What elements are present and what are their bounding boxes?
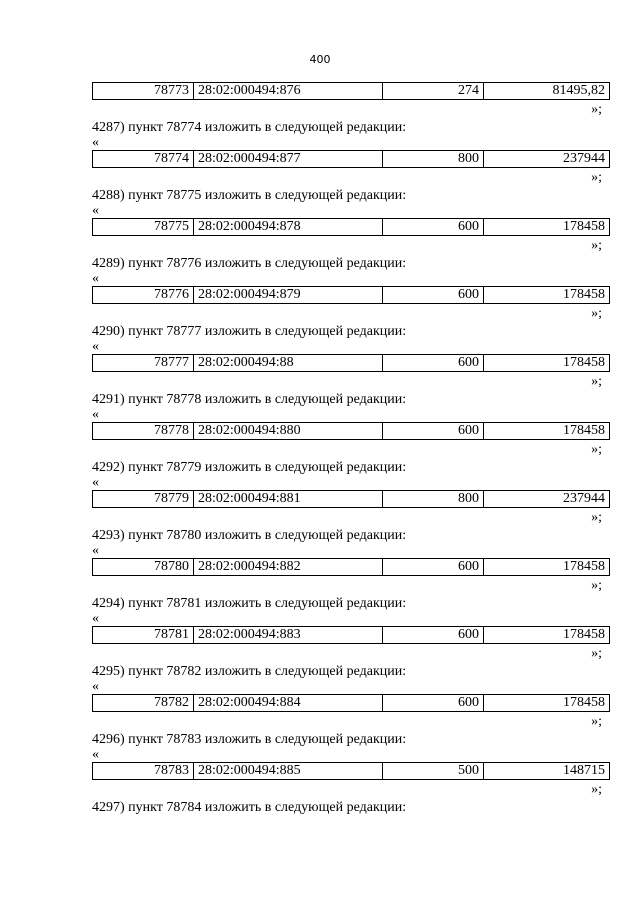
parcel-table (92, 422, 610, 440)
opening-quote: « (92, 543, 99, 558)
value-cell: 178458 (484, 423, 610, 440)
table-row (93, 627, 610, 644)
cadastral-number-cell: 28:02:000494:885 (194, 763, 383, 780)
parcel-table (92, 558, 610, 576)
item-number-cell: 78773 (93, 83, 194, 100)
closing-quote: »; (591, 646, 602, 661)
cadastral-number-cell: 28:02:000494:88 (194, 355, 383, 372)
area-cell: 600 (383, 355, 484, 372)
cadastral-number-cell: 28:02:000494:884 (194, 695, 383, 712)
cadastral-number-cell: 28:02:000494:878 (194, 219, 383, 236)
cadastral-number-cell: 28:02:000494:876 (194, 83, 383, 100)
closing-quote: »; (591, 102, 602, 117)
amendment-instruction: 4288) пункт 78775 изложить в следующей редакции: (92, 188, 407, 203)
parcel-table (92, 354, 610, 372)
table-row (93, 287, 610, 304)
amendment-instruction: 4295) пункт 78782 изложить в следующей редакции: (92, 664, 407, 679)
value-cell: 148715 (484, 763, 610, 780)
amendment-instruction: 4290) пункт 78777 изложить в следующей редакции: (92, 324, 407, 339)
item-number-cell: 78783 (93, 763, 194, 780)
amendment-instruction: 4294) пункт 78781 изложить в следующей редакции: (92, 596, 407, 611)
value-cell: 178458 (484, 355, 610, 372)
value-cell: 178458 (484, 627, 610, 644)
parcel-table (92, 626, 610, 644)
closing-quote: »; (591, 442, 602, 457)
item-number-cell: 78775 (93, 219, 194, 236)
parcel-table (92, 490, 610, 508)
opening-quote: « (92, 271, 99, 286)
table-row (93, 83, 610, 100)
opening-quote: « (92, 475, 99, 490)
closing-quote: »; (591, 578, 602, 593)
item-number-cell: 78777 (93, 355, 194, 372)
amendment-instruction: 4289) пункт 78776 изложить в следующей редакции: (92, 256, 407, 271)
table-row (93, 219, 610, 236)
cadastral-number-cell: 28:02:000494:877 (194, 151, 383, 168)
table-row (93, 695, 610, 712)
closing-quote: »; (591, 374, 602, 389)
value-cell: 237944 (484, 491, 610, 508)
cadastral-number-cell: 28:02:000494:879 (194, 287, 383, 304)
parcel-table (92, 694, 610, 712)
area-cell: 600 (383, 695, 484, 712)
closing-quote: »; (591, 170, 602, 185)
value-cell: 178458 (484, 695, 610, 712)
opening-quote: « (92, 747, 99, 762)
cadastral-number-cell: 28:02:000494:881 (194, 491, 383, 508)
parcel-table (92, 150, 610, 168)
parcel-table (92, 218, 610, 236)
value-cell: 178458 (484, 287, 610, 304)
value-cell: 178458 (484, 219, 610, 236)
table-row (93, 491, 610, 508)
amendment-instruction: 4293) пункт 78780 изложить в следующей редакции: (92, 528, 407, 543)
area-cell: 800 (383, 151, 484, 168)
closing-quote: »; (591, 510, 602, 525)
item-number-cell: 78781 (93, 627, 194, 644)
page-number: 400 (309, 53, 331, 66)
item-number-cell: 78774 (93, 151, 194, 168)
item-number-cell: 78779 (93, 491, 194, 508)
table-row (93, 559, 610, 576)
amendment-instruction: 4287) пункт 78774 изложить в следующей редакции: (92, 120, 407, 135)
table-row (93, 151, 610, 168)
table-row (93, 423, 610, 440)
closing-quote: »; (591, 238, 602, 253)
opening-quote: « (92, 339, 99, 354)
table-row (93, 763, 610, 780)
item-number-cell: 78776 (93, 287, 194, 304)
area-cell: 600 (383, 219, 484, 236)
area-cell: 800 (383, 491, 484, 508)
cadastral-number-cell: 28:02:000494:882 (194, 559, 383, 576)
parcel-table (92, 82, 610, 100)
parcel-table (92, 762, 610, 780)
area-cell: 600 (383, 559, 484, 576)
opening-quote: « (92, 135, 99, 150)
value-cell: 237944 (484, 151, 610, 168)
value-cell: 178458 (484, 559, 610, 576)
opening-quote: « (92, 407, 99, 422)
closing-quote: »; (591, 714, 602, 729)
cadastral-number-cell: 28:02:000494:880 (194, 423, 383, 440)
opening-quote: « (92, 679, 99, 694)
table-row (93, 355, 610, 372)
item-number-cell: 78778 (93, 423, 194, 440)
item-number-cell: 78780 (93, 559, 194, 576)
opening-quote: « (92, 203, 99, 218)
value-cell: 81495,82 (484, 83, 610, 100)
opening-quote: « (92, 611, 99, 626)
cadastral-number-cell: 28:02:000494:883 (194, 627, 383, 644)
parcel-table (92, 286, 610, 304)
area-cell: 600 (383, 423, 484, 440)
area-cell: 500 (383, 763, 484, 780)
amendment-instruction: 4297) пункт 78784 изложить в следующей редакции: (92, 800, 407, 815)
closing-quote: »; (591, 782, 602, 797)
document-body (92, 82, 610, 816)
amendment-instruction: 4292) пункт 78779 изложить в следующей редакции: (92, 460, 407, 475)
amendment-instruction: 4291) пункт 78778 изложить в следующей редакции: (92, 392, 407, 407)
area-cell: 600 (383, 627, 484, 644)
area-cell: 600 (383, 287, 484, 304)
amendment-instruction: 4296) пункт 78783 изложить в следующей редакции: (92, 732, 407, 747)
area-cell: 274 (383, 83, 484, 100)
item-number-cell: 78782 (93, 695, 194, 712)
closing-quote: »; (591, 306, 602, 321)
